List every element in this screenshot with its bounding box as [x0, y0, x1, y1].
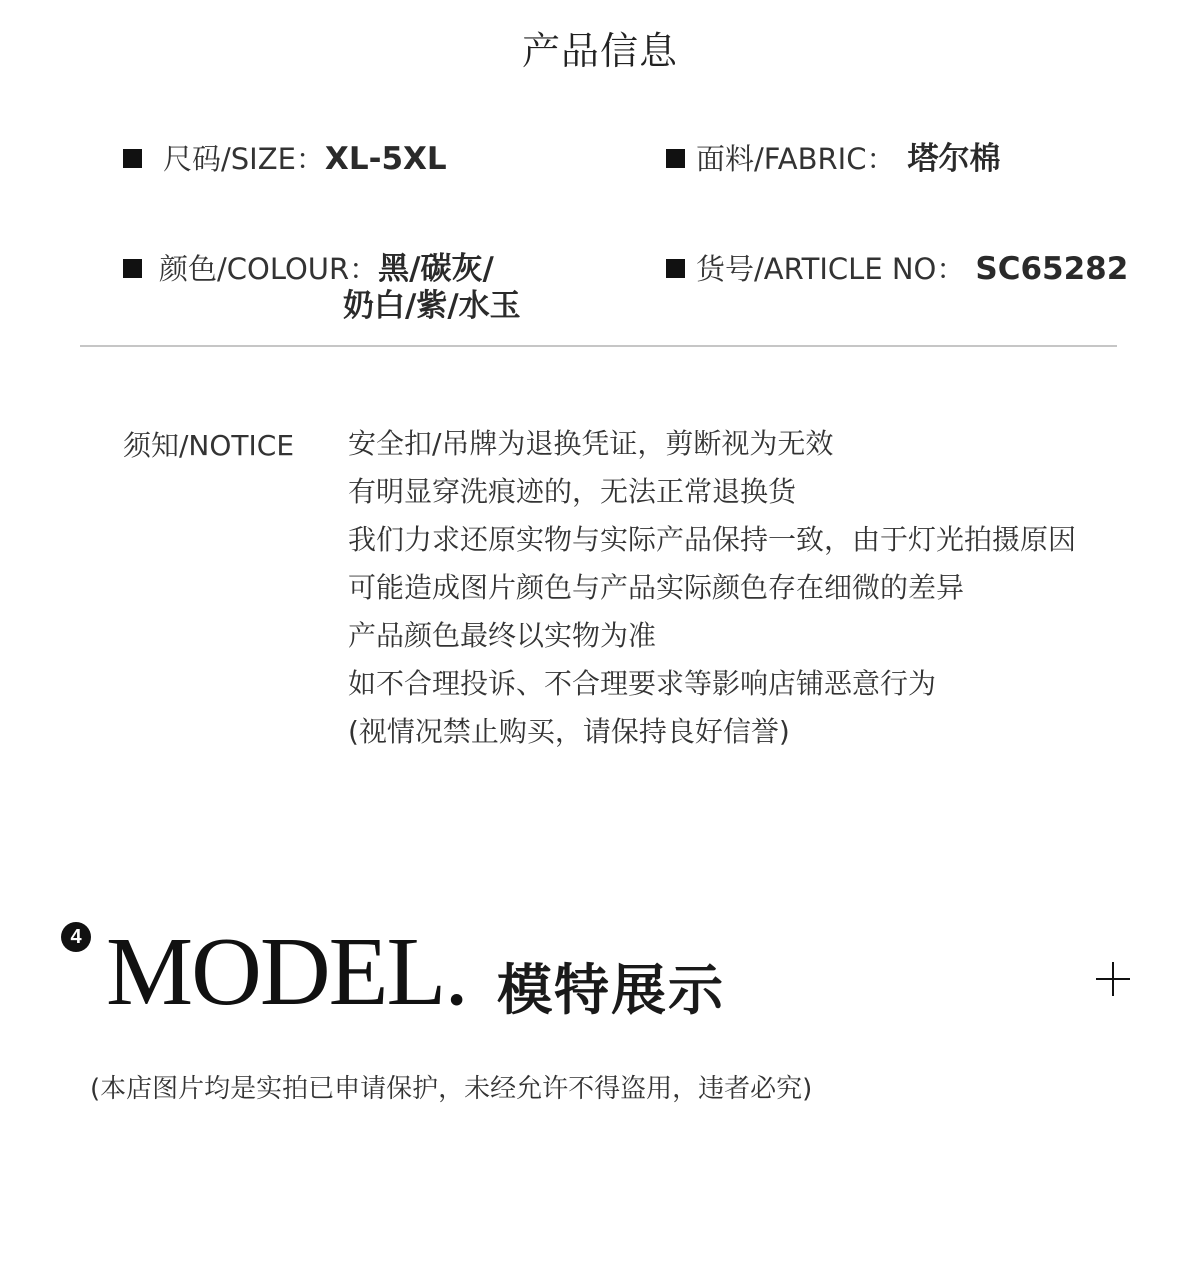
- spec-size: [123, 141, 447, 177]
- model-title-cn: 模特展示: [497, 958, 726, 1022]
- spec-colour-value-line2: 奶白/紫/水玉: [343, 288, 521, 324]
- notice-line: 如不合理投诉、不合理要求等影响店铺恶意行为: [348, 667, 937, 700]
- notice-line: 有明显穿洗痕迹的，无法正常退换货: [348, 475, 797, 508]
- copyright-note: (本店图片均是实拍已申请保护，未经允许不得盗用，违者必究): [90, 1074, 813, 1104]
- square-bullet-icon: [123, 259, 142, 278]
- square-bullet-icon: [666, 149, 685, 168]
- spec-size-value: XL-5XL: [324, 141, 447, 177]
- notice-line: 我们力求还原实物与实际产品保持一致，由于灯光拍摄原因: [348, 523, 1077, 556]
- spec-fabric-value: 塔尔棉: [907, 141, 1001, 177]
- divider: [80, 345, 1117, 347]
- square-bullet-icon: [123, 149, 142, 168]
- spec-colour-label: 颜色/COLOUR：: [159, 252, 379, 286]
- spec-fabric-label: 面料/FABRIC：: [696, 142, 896, 176]
- spec-colour: [123, 251, 494, 287]
- spec-size-label: 尺码/SIZE：: [163, 142, 325, 176]
- step-number-badge: 4: [61, 922, 91, 952]
- plus-icon[interactable]: [1096, 962, 1130, 996]
- notice-line: 可能造成图片颜色与产品实际颜色存在细微的差异: [348, 571, 965, 604]
- notice-label: 须知/NOTICE: [123, 429, 295, 462]
- spec-article-value: SC65282: [975, 251, 1129, 287]
- spec-fabric: [666, 141, 1000, 177]
- square-bullet-icon: [666, 259, 685, 278]
- notice-list: [348, 420, 1076, 756]
- spec-article-label: 货号/ARTICLE NO：: [696, 252, 966, 286]
- notice-line: 安全扣/吊牌为退换凭证，剪断视为无效: [348, 427, 834, 460]
- spec-colour-value-line1: 黑/碳灰/: [378, 251, 494, 287]
- notice-line: (视情况禁止购买，请保持良好信誉): [348, 715, 790, 748]
- model-title-en: MODEL.: [106, 918, 467, 1026]
- spec-article: [666, 251, 1128, 287]
- page-title: 产品信息: [521, 29, 678, 73]
- notice-line: 产品颜色最终以实物为准: [348, 619, 657, 652]
